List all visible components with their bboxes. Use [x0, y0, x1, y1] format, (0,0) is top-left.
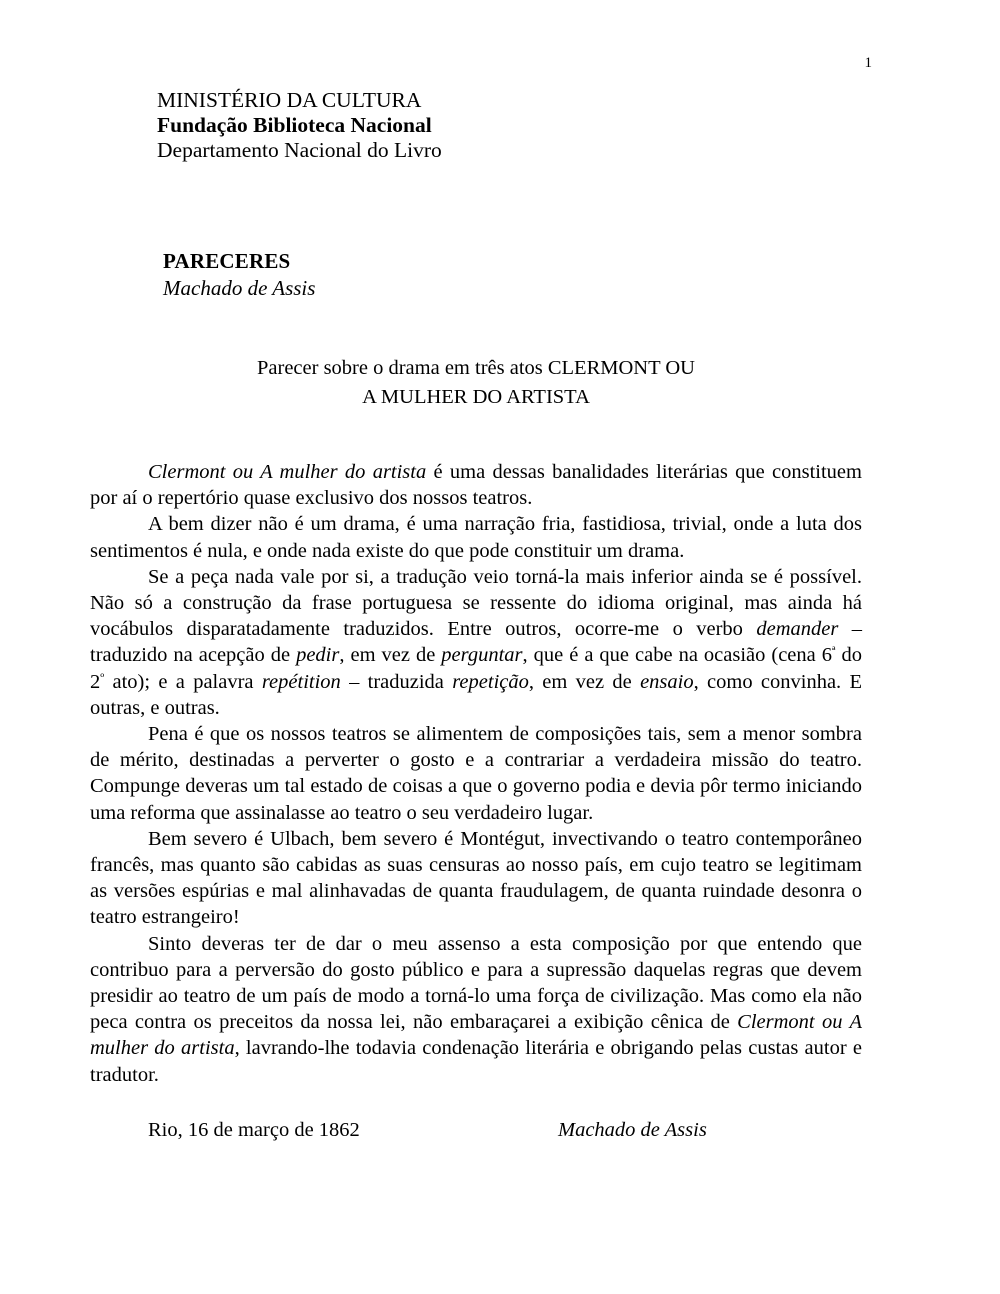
- document-title: [90, 354, 862, 412]
- body-text: [90, 459, 862, 1088]
- paragraph-3-seg-5: do 2: [90, 644, 863, 693]
- paragraph-3-term-repetition: repétition: [261, 670, 341, 693]
- section-heading-author: Machado de Assis: [163, 276, 316, 300]
- paragraph-1-text: é uma dessas banalidades literárias que constituem por aí o repertório quase exclusivo dos nossos teatros.: [90, 461, 862, 510]
- paragraph-4: Pena é que os nossos teatros se alimentem de composições tais, sem a menor sombra de mérito, destinadas a perverter o gosto e a contrariar a verdadeira missão do teatro. Compunge deveras um tal estado de coisas a que o governo podia e devia pôr termo iniciando uma reforma que assinalasse ao teatro o seu verdadeiro lugar.: [90, 723, 862, 824]
- paragraph-3-term-repeticao: repetição: [452, 670, 529, 693]
- paragraph-3-seg-4: , que é a que cabe na ocasião (cena 6: [522, 644, 832, 667]
- letterhead-department: Departamento Nacional do Livro: [157, 138, 442, 162]
- paragraph-3-term-ensaio: ensaio: [640, 670, 694, 693]
- paragraph-3-seg-1: Se a peça nada vale por si, a tradução veio torná-la mais inferior ainda se é possível. Não só a construção da frase portuguesa se ressente do idioma original, mas ainda há vocábulos disparatadamente traduzidos. Entre outros, ocorre-me o verbo: [90, 565, 862, 641]
- paragraph-3-term-demander: demander: [756, 618, 839, 641]
- signature-name: Machado de Assis: [558, 1119, 707, 1141]
- paragraph-6-seg-2: , lavrando-lhe todavia condenação literária e obrigando pelas custas autor e tradutor.: [90, 1037, 862, 1086]
- paragraph-3-ordinal-act: º: [100, 670, 105, 685]
- section-heading: [163, 248, 315, 302]
- document-title-line-2: A MULHER DO ARTISTA: [362, 386, 590, 408]
- paragraph-3-term-pedir: pedir: [296, 644, 340, 667]
- paragraph-3-seg-7: – traduzida: [340, 670, 453, 693]
- paragraph-5: Bem severo é Ulbach, bem severo é Montégut, invectivando o teatro contemporâneo francês, mas quanto são cabidas as suas censuras ao nosso país, em cujo teatro se legitimam as versões espúrias e mal alinhavadas de quanta fraudulagem, de quanta ruindade desonra o teatro estrangeiro!: [90, 827, 862, 929]
- paragraph-6-work-title: Clermont ou A mulher do artista: [90, 1011, 862, 1060]
- paragraph-1-work-title: Clermont ou A mulher do artista: [148, 461, 427, 483]
- paragraph-2: A bem dizer não é um drama, é uma narração fria, fastidiosa, trivial, onde a luta dos sentimentos é nula, e onde nada existe do que pode constituir um drama.: [90, 513, 862, 562]
- paragraph-3: [90, 564, 862, 721]
- document-title-line-1: Parecer sobre o drama em três atos CLERMONT OU: [257, 357, 695, 379]
- paragraph-6: [90, 931, 862, 1088]
- letterhead-institution: Fundação Biblioteca Nacional: [157, 113, 432, 137]
- page-number: 1: [864, 55, 872, 71]
- signature-place-date: Rio, 16 de março de 1862: [148, 1119, 360, 1141]
- section-heading-title: PARECERES: [163, 249, 291, 273]
- letterhead: [157, 88, 442, 163]
- paragraph-6-seg-1: Sinto deveras ter de dar o meu assenso a esta composição por que entendo que contribuo para a perversão do gosto público e para a supressão daquelas regras que devem presidir ao teatro de um país de modo a torná-lo uma força de civilização. Mas como ela não peca contra os preceitos da nossa lei, não embaraçarei a exibição cênica de: [90, 932, 862, 1034]
- paragraph-1: [90, 459, 862, 511]
- paragraph-3-seg-6: ato); e a palavra: [104, 670, 262, 693]
- paragraph-3-ordinal-scene: ª: [832, 644, 836, 659]
- paragraph-3-seg-2: – traduzido na acepção de: [90, 618, 862, 667]
- paragraph-3-term-perguntar: perguntar: [441, 644, 523, 667]
- paragraph-3-seg-3: , em vez de: [339, 644, 442, 667]
- paragraph-3-seg-8: , em vez de: [528, 670, 641, 693]
- paragraph-3-seg-9: , como convinha. E outras, e outras.: [90, 670, 862, 719]
- letterhead-ministry: MINISTÉRIO DA CULTURA: [157, 88, 422, 112]
